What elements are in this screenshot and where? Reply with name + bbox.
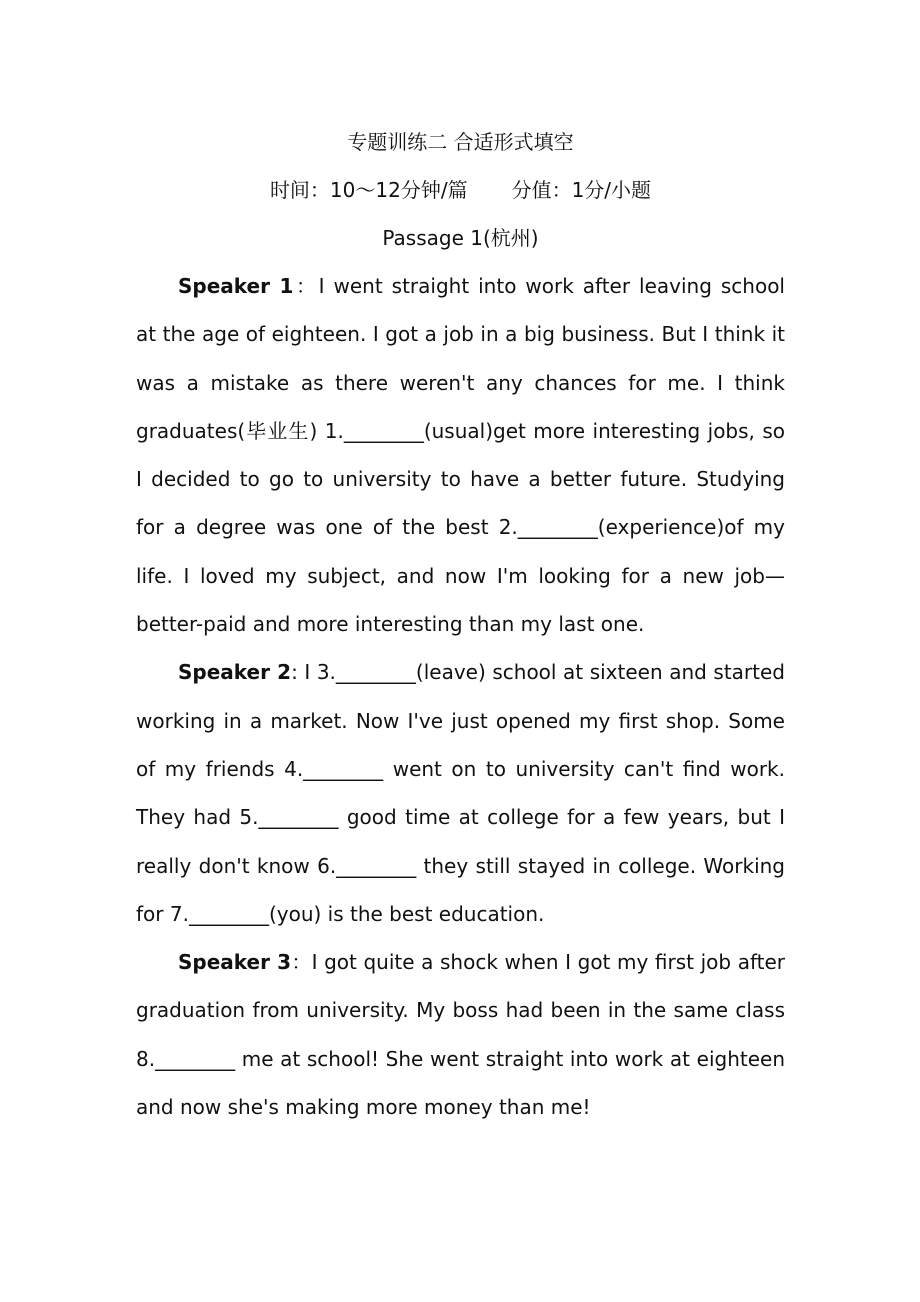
speaker-1-paragraph <box>136 262 785 648</box>
speaker-1-text: ：I went straight into work after leaving school at the age of eighteen. I got a job in a big business. But I think it was a mistake as there weren't any chances for me. I think graduates(毕业生) 1.________(usual)get more interesting jobs, so I decided to go to university to have a better future. Studying for a degree was one of the best 2.________(experience)of my life. I loved my subject, and now I'm looking for a new job—better-paid and more interesting than my last one. <box>136 274 785 637</box>
speaker-1-label: Speaker 1 <box>178 274 294 298</box>
speaker-3-label: Speaker 3 <box>178 950 292 975</box>
speaker-3-text: ：I got quite a shock when I got my first job after graduation from university. My boss had been in the same class 8.________ me at school! She went straight into work at eighteen and now she's making more money than me! <box>136 950 786 1120</box>
time-score-line <box>136 166 785 214</box>
score-info: 分值：1分/小题 <box>511 178 652 202</box>
speaker-3-paragraph <box>136 938 785 1131</box>
time-info: 时间：10～12分钟/篇 <box>269 178 468 202</box>
speaker-2-label: Speaker 2 <box>178 660 292 685</box>
document-page <box>136 118 785 1131</box>
passage-title: Passage 1(杭州) <box>382 226 539 250</box>
speaker-2-text: : I 3.________(leave) school at sixteen and started working in a market. Now I've just opened my first shop. Some of my friends 4.________ went on to university can't find work. They had 5.________ good time at college for a few years, but I really don't know 6.________ they still stayed in college. Working for 7.________(you) is the best education. <box>136 660 785 926</box>
speaker-2-paragraph <box>136 648 785 938</box>
document-title: 专题训练二 合适形式填空 <box>347 130 574 154</box>
